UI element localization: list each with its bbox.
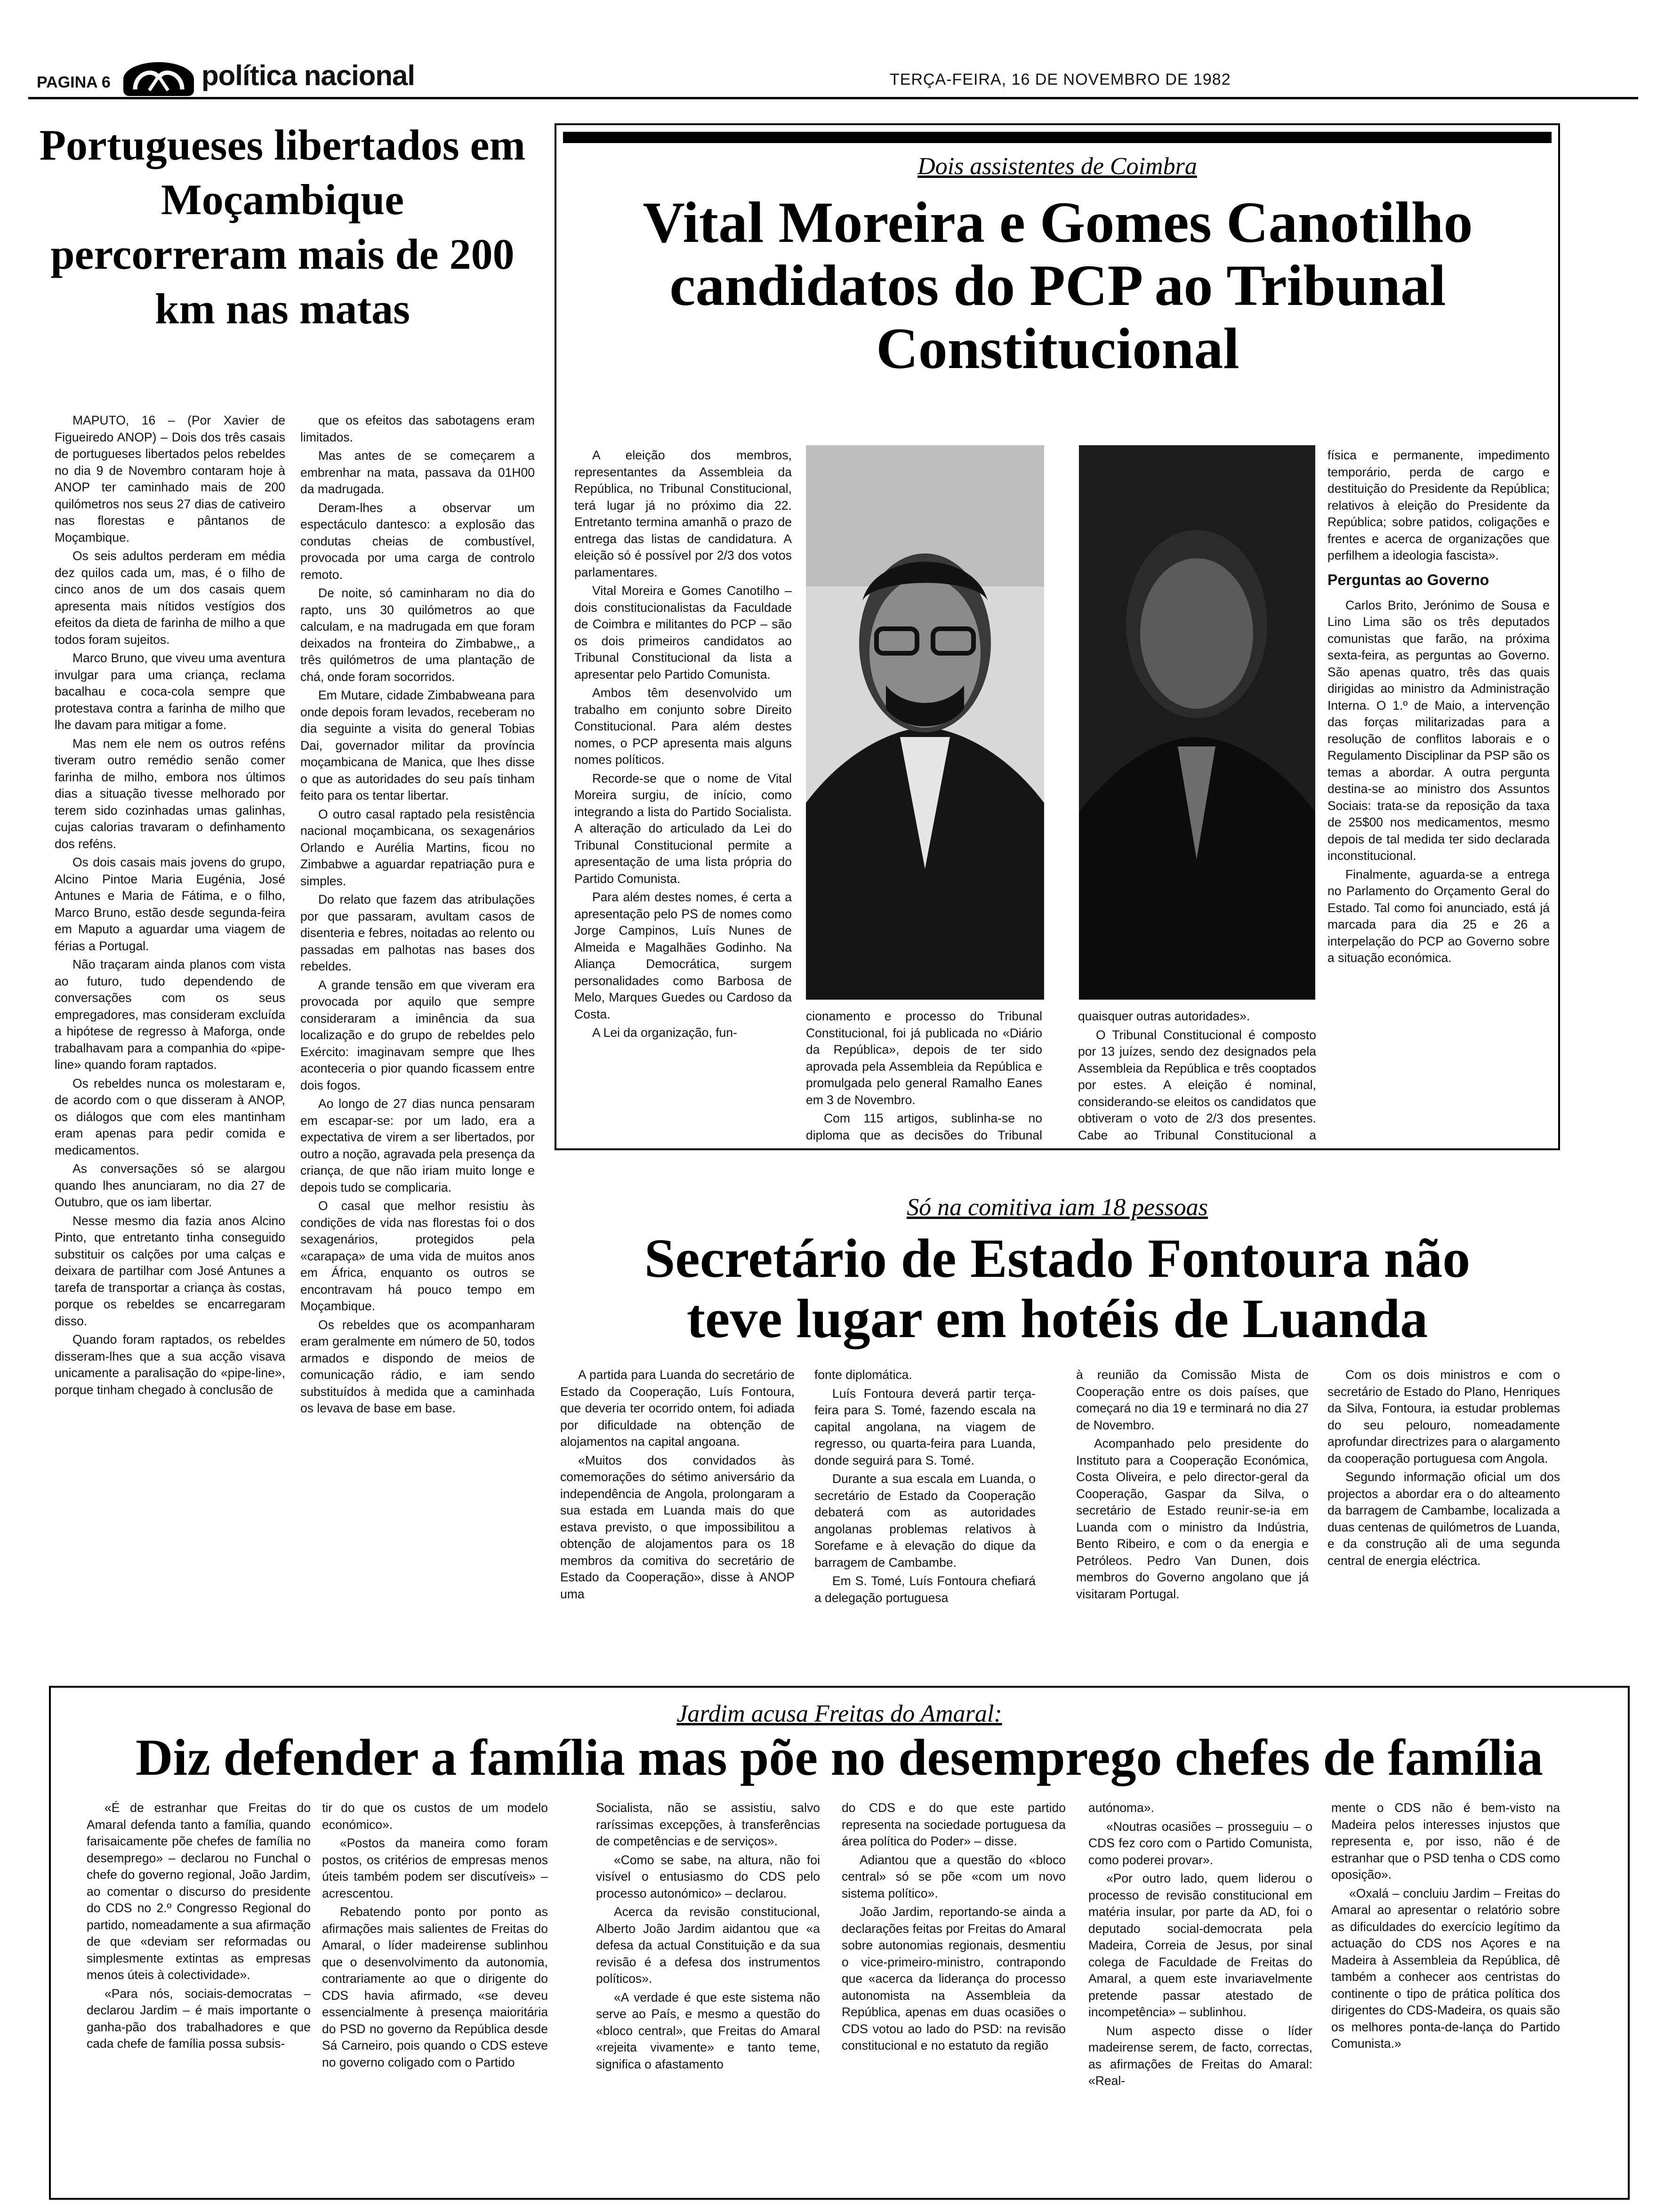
article4-paragraph: «Postos da maneira como foram postos, os critérios de empresas menos úteis também podem ser discutíveis» – acrescentou. [322, 1836, 548, 1900]
article2-paragraph: Recorde-se que o nome de Vital Moreira surgiu, de início, como integrando a lista do Partido Socialista. A alteração do articulado da Lei do Tribunal Constitucional permite a apresentação de uma lista própria do Partido Comunista. [574, 771, 792, 886]
article2-subhead: Perguntas ao Governo [1327, 571, 1489, 588]
article1-paragraph: Do relato que fazem das atribulações por que passaram, avultam casos de disenteria e febres, noitadas ao relento ou passadas em palhotas nas bases dos rebeldes. [300, 892, 535, 973]
article4-paragraph: Rebatendo ponto por ponto as afirmações mais salientes de Freitas do Amaral, o líder madeirense sublinhou que o desenvolvimento da autonomia, contrariamente ao que o dirigente do CDS havia afirmado, «se deveu essencialmente à presença maioritária do PSD no governo da República desde Sá Carneiro, pois quando o CDS esteve no governo coligado com o Partido [322, 1905, 548, 2069]
article2-column-2 [806, 1008, 1042, 1145]
article1-column-1 [55, 412, 285, 1683]
article1-paragraph: que os efeitos das sabotagens eram limitados. [300, 413, 535, 444]
article2-paragraph: Finalmente, aguarda-se a entrega no Parlamento do Orçamento Geral do Estado. Tal como foi anunciado, está já marcada para dia 25 e 26 a interpelação do PCP ao Governo sobre a situação económica. [1327, 867, 1550, 965]
section-title: política nacional [201, 60, 415, 91]
article2-kicker: Dois assistentes de Coimbra [917, 153, 1197, 180]
article4-paragraph: «É de estranhar que Freitas do Amaral defenda tanto a família, quando farisaicamente põe chefes de família no desemprego» – declarou no Funchal o chefe do governo regional, João Jardim, ao comentar o discurso do presidente do CDS no 2.º Congresso Regional do partido, nomeadamente a sua afirmação de que «deviam ser reformadas ou simplesmente extintas as empresas menos úteis à colectividade». [87, 1801, 311, 1982]
article4-paragraph: «Noutras ocasiões – prosseguiu – o CDS fez coro com o Partido Comunista, como poderei provar». [1088, 1819, 1312, 1867]
article4-paragraph: João Jardim, reportando-se ainda a declarações feitas por Freitas do Amaral sobre autonomias regionais, desmentiu o vice-primeiro-ministro, contrapondo que «acerca da liderança do processo autonomista na Assembleia da República, apenas em duas ocasiões o CDS votou ao lado do PSD: na revisão constitucional e no estatuto da região [842, 1905, 1066, 2052]
article4-column-4 [842, 1800, 1066, 2193]
article1-paragraph: As conversações só se alargou quando lhes anunciaram, no dia 27 de Outubro, que os iam libertar. [55, 1162, 285, 1209]
article1-paragraph: Mas antes de se começarem a embrenhar na mata, passava da 01H00 da madrugada. [300, 449, 535, 496]
article4-paragraph: Acerca da revisão constitucional, Alberto João Jardim aidantou que «a defesa da actual Constituição e da sua revisão é a defesa dos instrumentos políticos». [596, 1905, 820, 1986]
article1-paragraph: Ao longo de 27 dias nunca pensaram em escapar-se: por um lado, era a expectativa de virem a ser libertados, por outro a noção, agravada pela presença da criança, de que não iriam muito longe e depois tudo se complicaria. [300, 1097, 535, 1194]
article4-column-5 [1088, 1800, 1312, 2193]
article1-paragraph: Mas nem ele nem os outros reféns tiveram outro remédio senão comer farinha de milho, embora nos últimos dias a situação tivesse melhorado por terem sido cozinhadas umas galinhas, cujas calorias travaram o definhamento dos reféns. [55, 736, 285, 851]
article2-paragraph: A eleição dos membros, representantes da Assembleia da República, no Tribunal Constitucional, terá lugar já no próximo dia 22. Entretanto termina amanhã o prazo de entrega das listas de candidatura. A eleição só é possível por 2/3 dos votos parlamentares. [574, 448, 792, 579]
article1-paragraph: Quando foram raptados, os rebeldes disseram-lhes que a sua acção visava unicamente a paralisação do «pipe-line», porque tinham chegado à conclusão de [55, 1332, 285, 1397]
article4-column-3 [596, 1800, 820, 2193]
article4-paragraph: «Para nós, sociais-democratas – declarou Jardim – é mais importante o ganha-pão dos trabalhadores e que cada chefe de família possa subsis- [87, 1986, 311, 2051]
article1-paragraph: O casal que melhor resistiu às condições de vida nas florestas foi o dos sexagenários, protegidos pela «carapaça» de uma vida de muitos anos em África, enquanto os outros se encontravam há pouco tempo em Moçambique. [300, 1199, 535, 1313]
article3-kicker: Só na comitiva iam 18 pessoas [907, 1194, 1208, 1221]
article2-headline: Vital Moreira e Gomes Canotilho candidatos do PCP ao Tribunal Constitucional [643, 190, 1473, 381]
article3-paragraph: A partida para Luanda do secretário de Estado da Cooperação, Luís Fontoura, que deveria ter ocorrido ontem, foi adiada por dificuldade na obtenção de alojamentos na capital angoana. [560, 1368, 795, 1449]
article4-column-1 [87, 1800, 311, 2193]
article3-column-1 [560, 1367, 795, 1668]
article3-paragraph: Com os dois ministros e com o secretário de Estado do Plano, Henriques da Silva, Fontoura, ia estudar problemas do seu pelouro, nomeadamente aprofundar directrizes para o alargamento da cooperação portuguesa com Angola. [1327, 1368, 1560, 1466]
article2-paragraph: Com 115 artigos, sublinha-se no diploma que as decisões do Tribunal [806, 1111, 1042, 1142]
article4-paragraph: autónoma». [1088, 1801, 1154, 1815]
article3-paragraph: Luís Fontoura deverá partir terça-feira para S. Tomé, fazendo escala na capital angolana, na viagem de regresso, ou quarta-feira para Luanda, donde seguirá para S. Tomé. [814, 1386, 1036, 1467]
article3-column-4 [1327, 1367, 1560, 1668]
article1-paragraph: Os rebeldes que os acompanharam eram geralmente em número de 50, todos armados e dispondo de meios de comunicação rádio, e iam sendo substituídos à medida que a caminhada os levava de base em base. [300, 1317, 535, 1415]
article2-paragraph: Carlos Brito, Jerónimo de Sousa e Lino Lima são os três deputados comunistas que farão, na próxima sexta-feira, as perguntas ao Governo. São apenas quatro, três das quais dirigidas ao ministro da Administração Interna. O 1.º de Maio, a intervenção das forças militarizadas para a resolução de conflitos laborais e o Regulamento Disciplinar da PSP são os temas a abordar. A outra pergunta destina-se ao ministro dos Assuntos Sociais: trata-se da reposição da taxa de 25$00 nos medicamentos, mesmo depois de tal medida ter sido declarada inconstitucional. [1327, 598, 1550, 863]
article1-paragraph: O outro casal raptado pela resistência nacional moçambicana, os sexagenários Orlando e Aurélia Martins, ficou no Zimbabwe a aguardar repatriação pura e simples. [300, 807, 535, 888]
article2-column-1 [574, 447, 792, 1139]
article1-paragraph: Deram-lhes a observar um espectáculo dantesco: a explosão das condutas cheias de combustível, provocada por uma carga de controlo remoto. [300, 500, 535, 582]
article3-paragraph: Em S. Tomé, Luís Fontoura chefiará a delegação portuguesa [814, 1574, 1036, 1605]
article2-paragraph: quaisquer outras autoridades». [1078, 1009, 1250, 1023]
article1-paragraph: Em Mutare, cidade Zimbabweana para onde depois foram levados, receberam no dia seguinte a visita do general Tobias Dai, governador militar da província moçambicana de Manica, que lhes disse o que as autoridades do seu país tinham feito para os tentar libertar. [300, 688, 535, 802]
article4-paragraph: «Por outro lado, quem liderou o processo de revisão constitucional em matéria insular, por parte da AD, foi o deputado social-democrata pela Madeira, Correia de Jesus, por sinal colega de Faculdade de Freitas do Amaral, a quem este invariavelmente pretende passar atestado de incompetência» – sublinhou. [1088, 1871, 1312, 2019]
article2-column-4 [1327, 447, 1550, 1144]
article4-paragraph: «Como se sabe, na altura, não foi visível o entusiasmo do CDS pelo processo autonómico» – declarou. [596, 1852, 820, 1900]
article2-paragraph: física e permanente, impedimento temporário, perda de cargo e destituição do Presidente da República; relativos à eleição do Presidente da República; sobre patidos, coligações e frentes e acerca de organizações que perfilhem a ideologia fascista». [1327, 448, 1550, 562]
article1-paragraph: A grande tensão em que viveram era provocada por aquilo que sempre consideraram a iminência da sua localização e do grupo de rebeldes pelo Exército: imaginavam sempre que lhes aconteceria o pior quando ficassem entre dois fogos. [300, 978, 535, 1092]
article1-paragraph: Os rebeldes nunca os molestaram e, de acordo com o que disseram à ANOP, os diálogos que com eles mantinham eram apenas para pedir comida e medicamentos. [55, 1076, 285, 1157]
article2-paragraph: Ambos têm desenvolvido um trabalho em conjunto sobre Direito Constitucional. Para além destes nomes, o PCP apresenta mais alguns nomes políticos. [574, 686, 792, 767]
article2-paragraph: cionamento e processo do Tribunal Constitucional, foi já publicada no «Diário da República», depois de ter sido aprovada pela Assembleia da República e promulgada pelo general Ramalho Eanes em 3 de Novembro. [806, 1009, 1042, 1107]
article3-column-2 [814, 1367, 1036, 1668]
article1-paragraph: Marco Bruno, que viveu uma aventura invulgar para uma criança, reclama bacalhau e coca-cola sempre que protestava contra a farinha de milho que lhe davam para mitigar a fome. [55, 651, 285, 732]
article4-paragraph: «A verdade é que este sistema não serve ao País, e mesmo a questão do «bloco central», que Freitas do Amaral «rejeita vivamente» e tanto teme, significa o afastamento [596, 1990, 820, 2071]
article1-paragraph: Os dois casais mais jovens do grupo, Alcino Pintoe Maria Eugénia, José Antunes e Maria de Fátima, e o filho, Marco Bruno, estão desde segunda-feira em Maputo a aguardar uma viagem de férias a Portugal. [55, 855, 285, 953]
article1-paragraph: De noite, só caminharam no dia do rapto, uns 30 quilómetros ao que calculam, e na madrugada em que foram deixados na fronteira do Zimbabwe,, a três quilómetros de uma plantação de chá, onde foram socorridos. [300, 586, 535, 684]
portrait-man-dark-icon [1079, 445, 1315, 1000]
article4-paragraph: tir do que os custos de um modelo económico». [322, 1801, 548, 1832]
logo-icon [123, 62, 194, 96]
article3-paragraph: Acompanhado pelo presidente do Instituto para a Cooperação Económica, Costa Oliveira, e pelo director-geral da Cooperação, Gaspar da Silva, o secretário de Estado reunir-se-ia em Luanda com o ministro da Indústria, Bento Ribeiro, e com o da energia e Petróleos. Pedro Van Dunen, dois membros do Governo angolano que já visitaram Portugal. [1076, 1436, 1309, 1601]
article1-paragraph: Nesse mesmo dia fazia anos Alcino Pinto, que entretanto tinha conseguido substituir os calções por uma calças e deixara de partilhar com José Antunes a tarefa de transportar a criança às costas, porque os rebeldes se encarregaram disso. [55, 1213, 285, 1328]
article3-paragraph: «Muitos dos convidados às comemorações do sétimo aniversário da independência de Angola, prolongaram a sua estada em Luanda mais do que estava previsto, o que impossibilitou a obtenção de alojamentos para os 18 membros da comitiva do secretário de Estado da Cooperação», disse à ANOP uma [560, 1453, 795, 1601]
article3-headline: Secretário de Estado Fontoura não teve lugar em hotéis de Luanda [644, 1227, 1471, 1349]
box-top-bar [563, 132, 1552, 143]
article1-paragraph: Não traçaram ainda planos com vista ao futuro, tudo dependendo de conversações com os seus empregadores, mas consideram excluída a hipótese de regresso à Maforga, onde trabalhavam para a companhia do «pipe-line» quando foram raptados. [55, 957, 285, 1072]
article2-column-3 [1078, 1008, 1316, 1145]
article4-column-6 [1331, 1800, 1560, 2193]
article2-paragraph: Vital Moreira e Gomes Canotilho – dois constitucionalistas da Faculdade de Coimbra e militantes do PCP – são os dois primeiros candidatos ao Tribunal Constitucional da lista a apresentar pelo Partido Comunista. [574, 584, 792, 681]
article4-paragraph: do CDS e do que este partido representa na sociedade portuguesa da área política do Poder» – disse. [842, 1801, 1066, 1848]
page-number: PAGINA 6 [37, 73, 111, 91]
issue-date: TERÇA-FEIRA, 16 DE NOVEMBRO DE 1982 [890, 71, 1231, 88]
article4-paragraph: «Oxalá – concluiu Jardim – Freitas do Amaral ao apresentar o relatório sobre as dificuldades do exercício legítimo da actuação do CDS nos Açores e na Madeira à Assembleia da República, dê também a conhecer aos centristas do continente o tipo de prática política dos dirigentes do CDS-Madeira, os quais são os melhores ponta-de-lança do Partido Comunista.» [1331, 1886, 1560, 2051]
article1-headline: Portugueses libertados em Moçambique percorreram mais de 200 km nas matas [39, 121, 526, 333]
article1-column-2 [300, 412, 535, 1683]
article3-paragraph: Segundo informação oficial um dos projectos a abordar era o do alteamento da barragem de Cambambe, localizada a duas centenas de quilómetros de Luanda, e da construção ali de uma segunda central de energia eléctrica. [1327, 1470, 1560, 1568]
portrait-man-glasses-icon [806, 445, 1044, 1000]
article3-paragraph: à reunião da Comissão Mista de Cooperação entre os dois países, que começará no dia 19 e terminará no dia 27 de Novembro. [1076, 1368, 1309, 1432]
vital-moreira-photo [806, 445, 1044, 1000]
article2-paragraph: O Tribunal Constitucional é composto por 13 juízes, sendo dez designados pela Assembleia da República e três cooptados por estes. A eleição é nominal, considerando-se eleitos os candidatos que obtiveram o voto de 2/3 dos presentes. Cabe ao Tribunal Constitucional a [1078, 1027, 1316, 1142]
article4-column-2 [322, 1800, 548, 2193]
article1-paragraph: MAPUTO, 16 – (Por Xavier de Figueiredo ANOP) – Dois dos três casais de portugueses libertados pelos rebeldes no dia 9 de Novembro contaram hoje à ANOP ter caminhado mais de 200 quilómetros nos seus 27 dias de cativeiro nas florestas e pântanos de Moçambique. [55, 413, 285, 545]
dl-monogram-logo [123, 62, 194, 96]
article2-paragraph: A Lei da organização, fun- [592, 1026, 737, 1040]
header-rule [28, 97, 1638, 99]
article-jardim-box [49, 1686, 1630, 2200]
article4-paragraph: Num aspecto disse o líder madeirense serem, de facto, correctas, as afirmações de Freitas do Amaral: «Real- [1088, 2023, 1312, 2088]
article1-paragraph: Os seis adultos perderam em média dez quilos cada um, mas, é o filho de cinco anos de um dos casais quem apresenta mais nítidos vestígios dos efeitos da dieta de farinha de milho a que todos foram sujeitos. [55, 549, 285, 647]
article4-paragraph: Adiantou que a questão do «bloco central» só se põe «com um novo sistema político». [842, 1852, 1066, 1900]
article4-headline: Diz defender a família mas põe no desemprego chefes de família [136, 1729, 1543, 1786]
article4-paragraph: mente o CDS não é bem-visto na Madeira pelos interesses injustos que representa e, por isso, não é de estranhar que o PSD tenha o CDS como oposição». [1331, 1801, 1560, 1882]
article4-paragraph: Socialista, não se assistiu, salvo raríssimas excepções, à transferências de competências e de serviços». [596, 1801, 820, 1848]
article3-paragraph: fonte diplomática. [814, 1368, 912, 1382]
article3-paragraph: Durante a sua escala em Luanda, o secretário de Estado da Cooperação debaterá com as autoridades angolanas problemas relativos à Sorefame e à elevação do dique da barragem de Cambambe. [814, 1472, 1036, 1570]
article2-paragraph: Para além destes nomes, é certa a apresentação pelo PS de nomes como Jorge Campinos, Luís Nunes de Almeida e Magalhães Godinho. Na Aliança Democrática, surgem personalidades como Barbosa de Melo, Marques Guedes ou Cardoso da Costa. [574, 890, 792, 1021]
gomes-canotilho-photo [1079, 445, 1315, 1000]
article3-column-3 [1076, 1367, 1309, 1668]
article-vital-moreira-box [555, 123, 1560, 1150]
article4-kicker: Jardim acusa Freitas do Amaral: [676, 1700, 1002, 1727]
